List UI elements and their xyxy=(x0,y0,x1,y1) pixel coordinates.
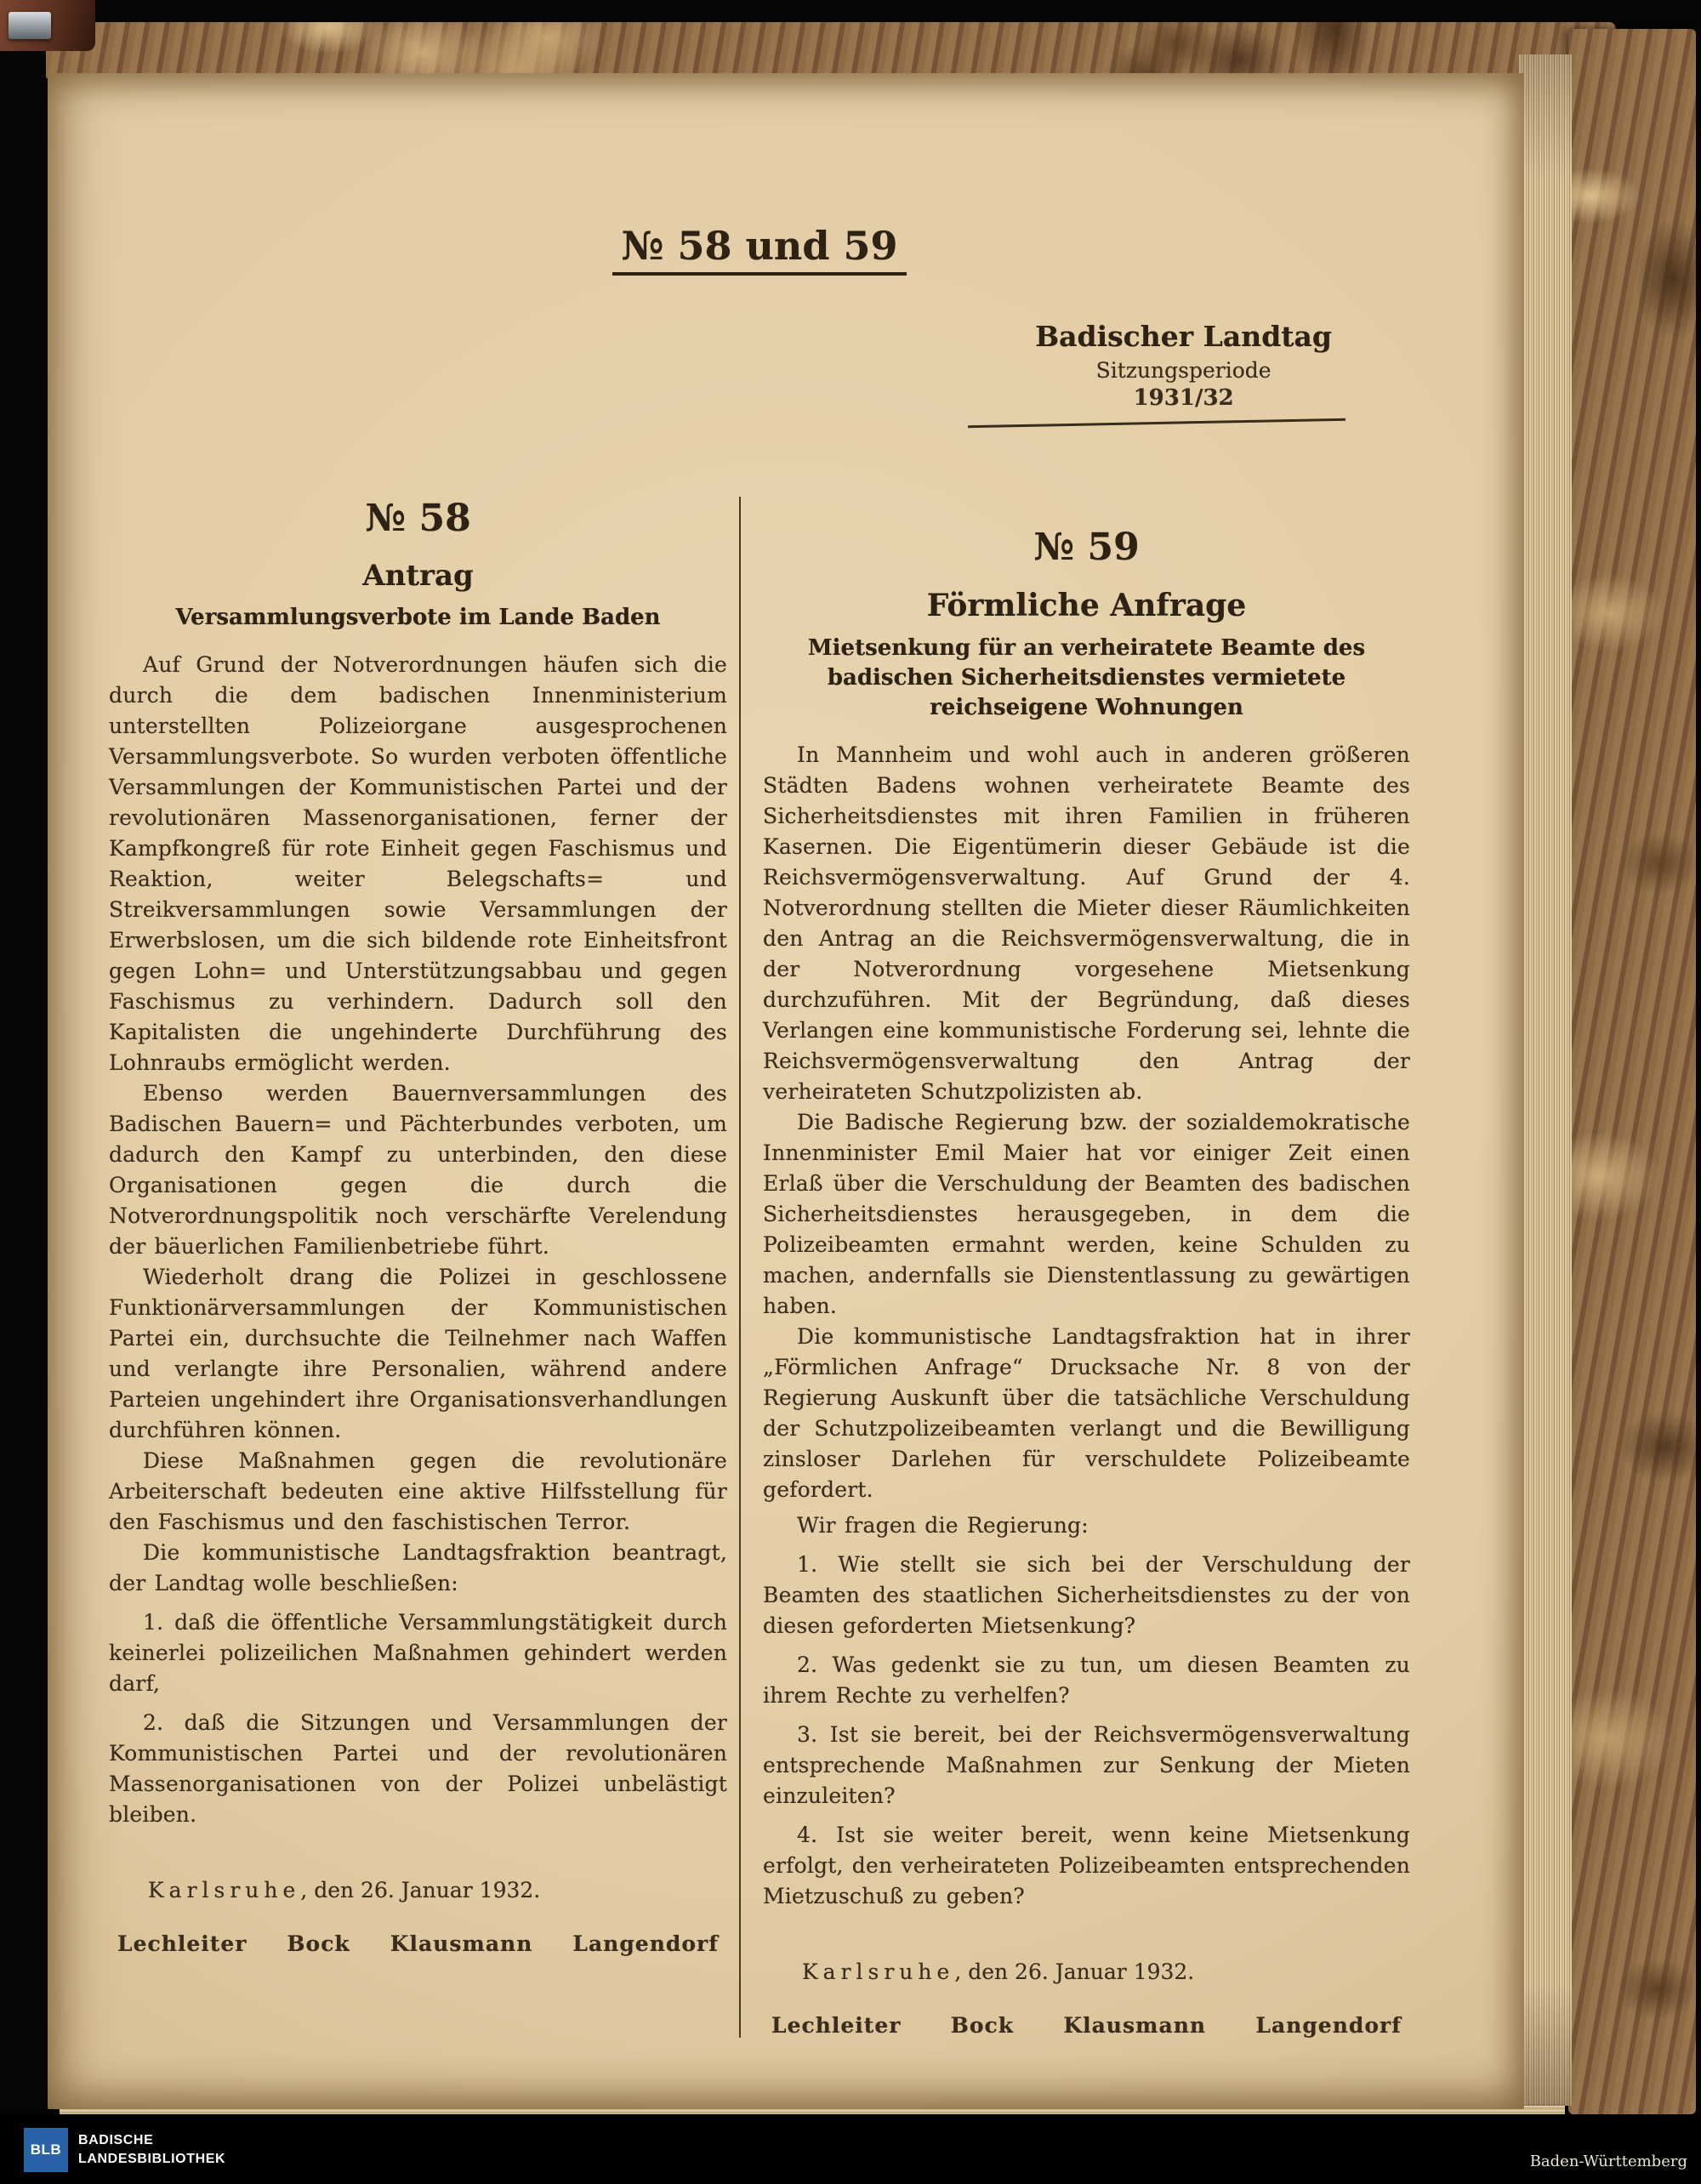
signature: Bock xyxy=(287,1931,350,1956)
document-numbers-heading: № 58 und 59 xyxy=(612,223,906,276)
question-item: 4. Ist sie weiter bereit, wenn keine Mietsenkung erfolgt, den verheirateten Polizeibeamten entsprechenden Mietzuschuß zu geben? xyxy=(763,1823,1410,1908)
doc59-subject: Mietsenkung für an verheiratete Beamte des badischen Sicherheitsdienstes vermietete reichseigene Wohnungen xyxy=(807,635,1366,720)
list-item: 1. daß die öffentliche Versammlungstätigkeit durch keinerlei polizeilichen Maßnahmen gehindert werden darf, xyxy=(109,1610,727,1696)
paragraph: Auf Grund der Notverordnungen häufen sich die durch die dem badischen Innenministerium unterstellten Polizeiorgane ausgesprochenen Versammlungsverbote. So wurden verboten öffentliche Versammlungen der Kommunistischen Partei und der revolutionären Massenorganisationen, ferner der Kampfkongreß für rote Einheit gegen Faschismus und Reaktion, weiter Belegschafts= und Streikversammlungen sowie Versammlungen der Erwerbslosen, um die sich bildende rote Einheitsfront gegen Lohn= und Unterstützungsabbau und gegen Faschismus zu verhindern. Dadurch soll den Kapitalisten die ungehinderte Durchführung des Lohnraubs ermöglicht werden. xyxy=(109,652,727,1075)
doc58-body xyxy=(109,650,727,1830)
book-top-edge xyxy=(46,22,1616,78)
document-page xyxy=(48,73,1524,2109)
page-title xyxy=(109,223,1410,269)
paragraph: In Mannheim und wohl auch in anderen größeren Städten Badens wohnen verheiratete Beamte des Sicherheitsdienstes mit ihren Familien in früheren Kasernen. Die Eigentümerin dieser Gebäude ist die Reichsvermögensverwaltung. Auf Grund der 4. Notverordnung stellten die Mieter dieser Räumlichkeiten den Antrag an die Reichsvermögensverwaltung, die in der Notverordnung vorgesehene Mietsenkung durchzuführen. Mit der Begründung, daß dieses Verlangen eine kommunistische Forderung sei, lehnte die Reichsvermögensverwaltung den Antrag der verheirateten Schutzpolizisten ab. xyxy=(763,742,1410,1104)
masthead-session: 1931/32 xyxy=(1133,385,1234,411)
two-column-layout xyxy=(109,497,1410,2038)
document-59 xyxy=(741,497,1410,2038)
question-intro: Wir fragen die Regierung: xyxy=(797,1513,1089,1538)
book-spine-corner xyxy=(0,0,95,51)
page-stack-edge xyxy=(1519,54,1572,2106)
masthead-subtitle: Sitzungsperiode xyxy=(1095,358,1271,383)
signature: Klausmann xyxy=(1063,2013,1207,2038)
list-item: 2. daß die Sitzungen und Versammlungen der Kommunistischen Partei und der revolutionären Massenorganisationen von der Polizei unbelästigt bleiben. xyxy=(109,1710,727,1827)
question-item: 1. Wie stellt sie sich bei der Verschuldung der Beamten des staatlichen Sicherheitsdienstes zu der von diesen geforderten Mietsenkung? xyxy=(763,1552,1410,1638)
paragraph: Ebenso werden Bauernversammlungen des Badischen Bauern= und Pächterbundes verboten, um dadurch den Kampf zu unterbinden, den diese Organisationen gegen die durch die Notverordnungspolitik noch verschärfte Verelendung der bäuerlichen Familienbetriebe führt. xyxy=(109,1081,727,1259)
paragraph: Die kommunistische Landtagsfraktion hat in ihrer „Förmlichen Anfrage“ Drucksache Nr. 8 von der Regierung Auskunft über die tatsächliche Verschuldung der Schutzpolizeibeamten verlangt und die Bewilligung zinsloser Darlehen für verschuldete Polizeibeamte gefordert. xyxy=(763,1324,1410,1502)
document-58 xyxy=(109,497,727,1956)
region-watermark: Baden-Württemberg xyxy=(1529,2153,1687,2170)
doc58-number: № 58 xyxy=(365,497,471,540)
doc59-kind: Förmliche Anfrage xyxy=(926,588,1247,623)
dateline-date: , den 26. Januar 1932. xyxy=(954,1959,1195,1984)
doc58-signatures xyxy=(109,1931,727,1956)
library-name-line2: LANDESBIBLIOTHEK xyxy=(78,2152,226,2166)
question-item: 3. Ist sie bereit, bei der Reichsvermögensverwaltung entsprechende Maßnahmen zur Senkung der Mieten einzuleiten? xyxy=(763,1722,1410,1808)
masthead xyxy=(1035,320,1332,411)
printed-area xyxy=(109,73,1410,2109)
masthead-title: Badischer Landtag xyxy=(1035,320,1332,353)
library-name xyxy=(78,2131,225,2169)
library-footer xyxy=(0,2114,1701,2184)
signature: Lechleiter xyxy=(117,1931,247,1956)
signature: Langendorf xyxy=(1255,2013,1402,2038)
paragraph: Diese Maßnahmen gegen die revolutionäre Arbeiterschaft bedeuten eine aktive Hilfsstellung für den Faschismus und den faschistischen Terror. xyxy=(109,1448,727,1534)
signature: Bock xyxy=(950,2013,1015,2038)
paragraph: Wiederholt drang die Polizei in geschlossene Funktionärversammlungen der Kommunistischen Partei ein, durchsuchte die Teilnehmer nach Waffen und verlangte ihre Personalien, während andere Parteien ungehindert ihre Organisationsverhandlungen durchführen können. xyxy=(109,1265,727,1442)
question-item: 2. Was gedenkt sie zu tun, um diesen Beamten zu ihrem Rechte zu verhelfen? xyxy=(763,1652,1410,1708)
book-fore-edge xyxy=(1568,29,1696,2114)
signature: Klausmann xyxy=(390,1931,533,1956)
blb-logo-icon: BLB xyxy=(24,2128,68,2172)
paragraph: Die Badische Regierung bzw. der sozialdemokratische Innenminister Emil Maier hat vor einiger Zeit einen Erlaß über die Verschuldung der Beamten des badischen Sicherheitsdienstes herausgegeben, in dem die Polizeibeamten ermahnt werden, keine Schulden zu machen, andernfalls sie Dienstentlassung zu gewärtigen haben. xyxy=(763,1110,1410,1318)
signature: Lechleiter xyxy=(771,2013,902,2038)
doc59-number: № 59 xyxy=(1033,526,1140,569)
paragraph: Die kommunistische Landtagsfraktion beantragt, der Landtag wolle beschließen: xyxy=(109,1540,727,1595)
library-name-line1: BADISCHE xyxy=(78,2133,154,2147)
doc58-kind: Antrag xyxy=(362,559,474,593)
signature: Langendorf xyxy=(572,1931,719,1956)
doc59-dateline xyxy=(763,1959,1410,1984)
doc58-subject: Versammlungsverbote im Lande Baden xyxy=(175,605,661,630)
dateline-place: Karlsruhe xyxy=(148,1878,301,1902)
book-clasp xyxy=(9,12,51,39)
doc59-signatures xyxy=(763,2013,1410,2038)
doc58-dateline xyxy=(109,1878,727,1902)
doc59-body xyxy=(763,740,1410,1912)
dateline-place: Karlsruhe xyxy=(802,1959,955,1984)
dateline-date: , den 26. Januar 1932. xyxy=(300,1878,541,1902)
